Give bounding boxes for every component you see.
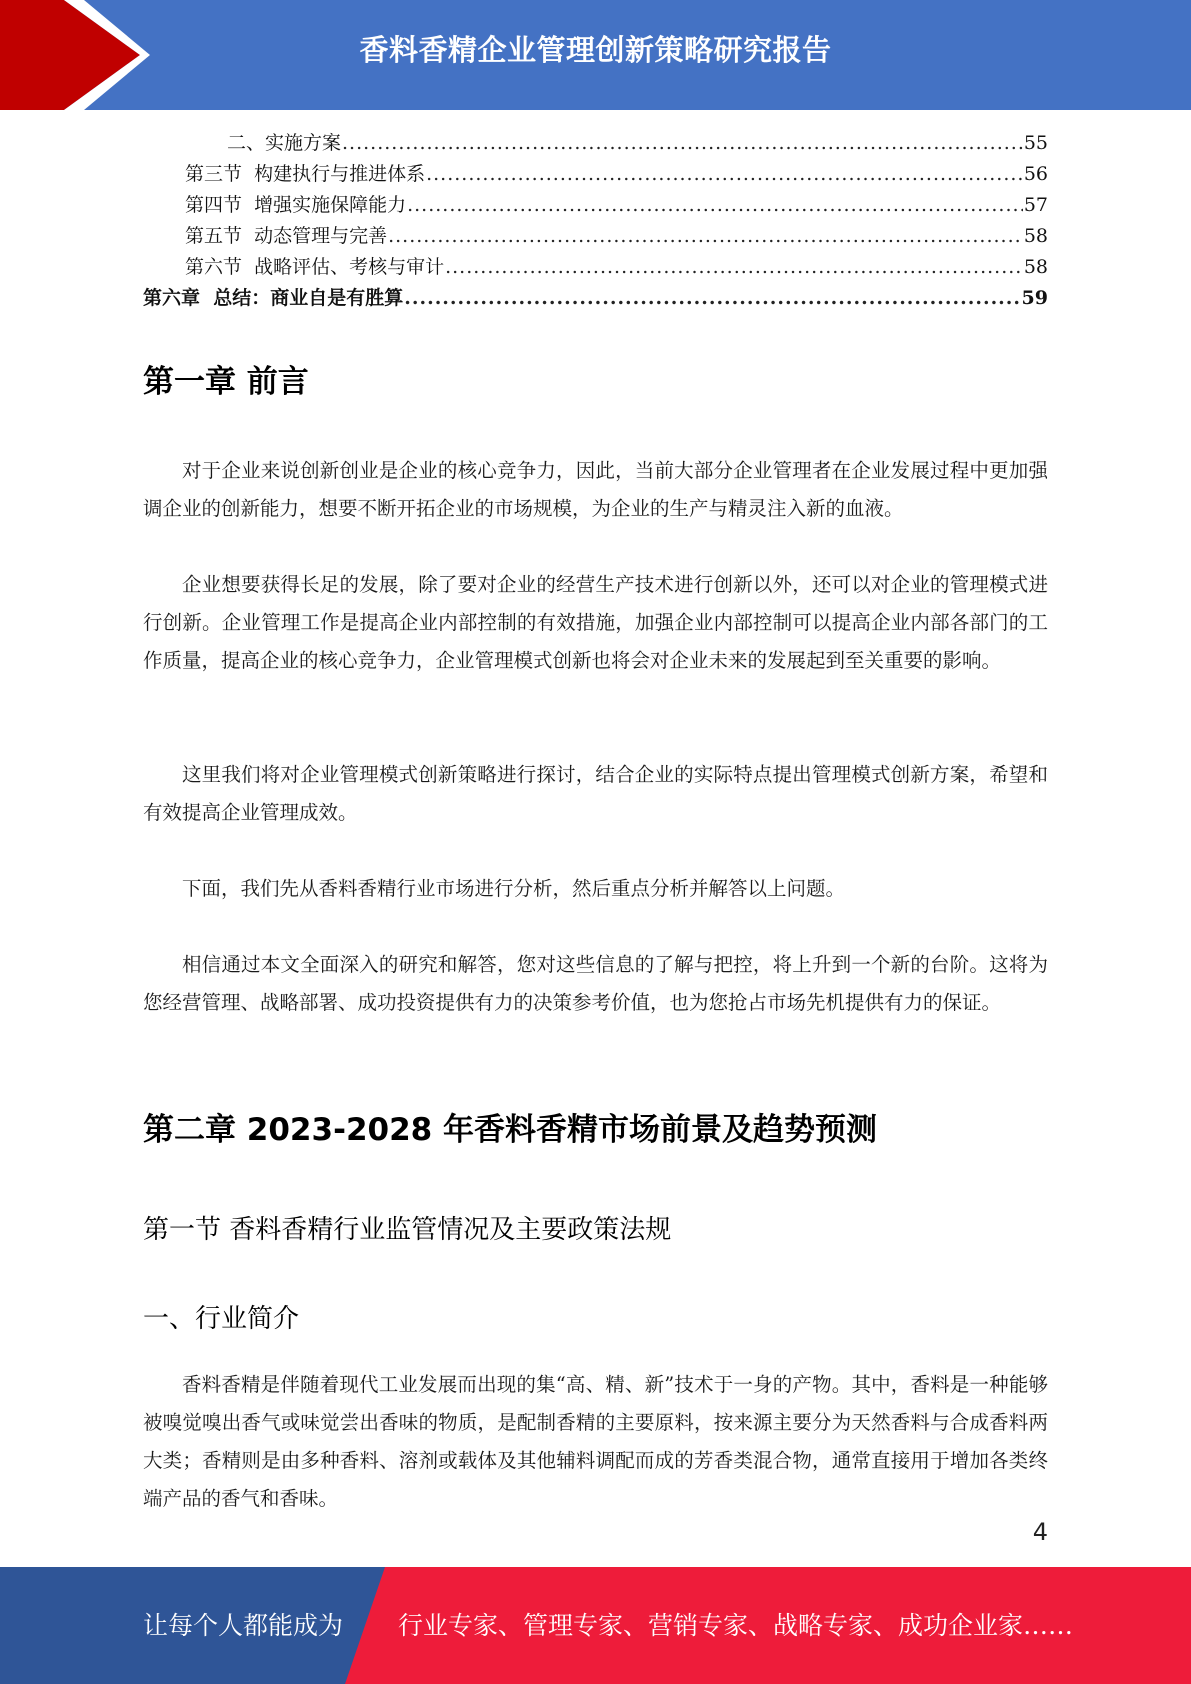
- toc-leader-dots: [388, 221, 1023, 252]
- table-of-contents: [143, 128, 1048, 314]
- toc-leader-dots: [426, 159, 1023, 190]
- toc-entry-page: 55: [1023, 132, 1048, 154]
- toc-leader-dots: [404, 283, 1020, 314]
- page-header: [0, 0, 1191, 110]
- toc-entry-label: 第六节 战略评估、考核与审计: [185, 256, 445, 278]
- toc-entry[interactable]: [143, 128, 1048, 159]
- body-paragraph: 对于企业来说创新创业是企业的核心竞争力，因此，当前大部分企业管理者在企业发展过程中更加强调企业的创新能力，想要不断开拓企业的市场规模，为企业的生产与精灵注入新的血液。: [143, 459, 1048, 520]
- toc-entry-label: 第四节 增强实施保障能力: [185, 194, 407, 216]
- chapter-1-heading: 第一章 前言: [143, 364, 309, 400]
- chapter-2-heading: 第二章 2023-2028 年香料香精市场前景及趋势预测: [143, 1112, 878, 1148]
- page-footer: [0, 1567, 1191, 1684]
- body-paragraph: 香料香精是伴随着现代工业发展而出现的集“高、精、新”技术于一身的产物。其中，香料是一种能够被嗅觉嗅出香气或味觉尝出香味的物质，是配制香精的主要原料，按来源主要分为天然香料与合成香料两大类；香精则是由多种香料、溶剂或载体及其他辅料调配而成的芳香类混合物，通常直接用于增加各类终端产品的香气和香味。: [143, 1373, 1048, 1510]
- footer-slogan-left: 让每个人都能成为: [143, 1611, 344, 1640]
- toc-leader-dots: [445, 252, 1023, 283]
- toc-entry-label: 第五节 动态管理与完善: [185, 225, 388, 247]
- toc-entry-page: 59: [1021, 287, 1048, 309]
- toc-leader-dots: [342, 128, 1023, 159]
- body-paragraph: 这里我们将对企业管理模式创新策略进行探讨，结合企业的实际特点提出管理模式创新方案，希望和有效提高企业管理成效。: [143, 763, 1048, 824]
- toc-entry-label: 第三节 构建执行与推进体系: [185, 163, 426, 185]
- toc-entry-label: 第六章 总结：商业自是有胜算: [143, 287, 404, 309]
- toc-entry-page: 58: [1023, 256, 1048, 278]
- body-paragraph: 相信通过本文全面深入的研究和解答，您对这些信息的了解与把控，将上升到一个新的台阶。这将为您经营管理、战略部署、成功投资提供有力的决策参考价值，也为您抢占市场先机提供有力的保证。: [143, 953, 1048, 1014]
- section-heading: 第一节 香料香精行业监管情况及主要政策法规: [143, 1215, 672, 1245]
- toc-entry[interactable]: [143, 190, 1048, 221]
- toc-entry[interactable]: [143, 159, 1048, 190]
- report-title: 香料香精企业管理创新策略研究报告: [359, 33, 832, 67]
- toc-entry-page: 56: [1023, 163, 1048, 185]
- toc-entry-label: 二、实施方案: [227, 132, 342, 154]
- toc-entry-page: 57: [1023, 194, 1048, 216]
- toc-entry[interactable]: [143, 283, 1048, 314]
- toc-leader-dots: [407, 190, 1023, 221]
- subsection-heading: 一、行业简介: [143, 1304, 300, 1334]
- body-paragraph: 企业想要获得长足的发展，除了要对企业的经营生产技术进行创新以外，还可以对企业的管理模式进行创新。企业管理工作是提高企业内部控制的有效措施，加强企业内部控制可以提高企业内部各部门的工作质量，提高企业的核心竞争力，企业管理模式创新也将会对企业未来的发展起到至关重要的影响。: [143, 573, 1048, 672]
- toc-entry-page: 58: [1023, 225, 1048, 247]
- footer-slogan-right: 行业专家、管理专家、营销专家、战略专家、成功企业家……: [398, 1611, 1074, 1640]
- toc-entry[interactable]: [143, 252, 1048, 283]
- body-paragraph: 下面，我们先从香料香精行业市场进行分析，然后重点分析并解答以上问题。: [182, 877, 846, 900]
- page-number: 4: [1032, 1518, 1048, 1546]
- toc-entry[interactable]: [143, 221, 1048, 252]
